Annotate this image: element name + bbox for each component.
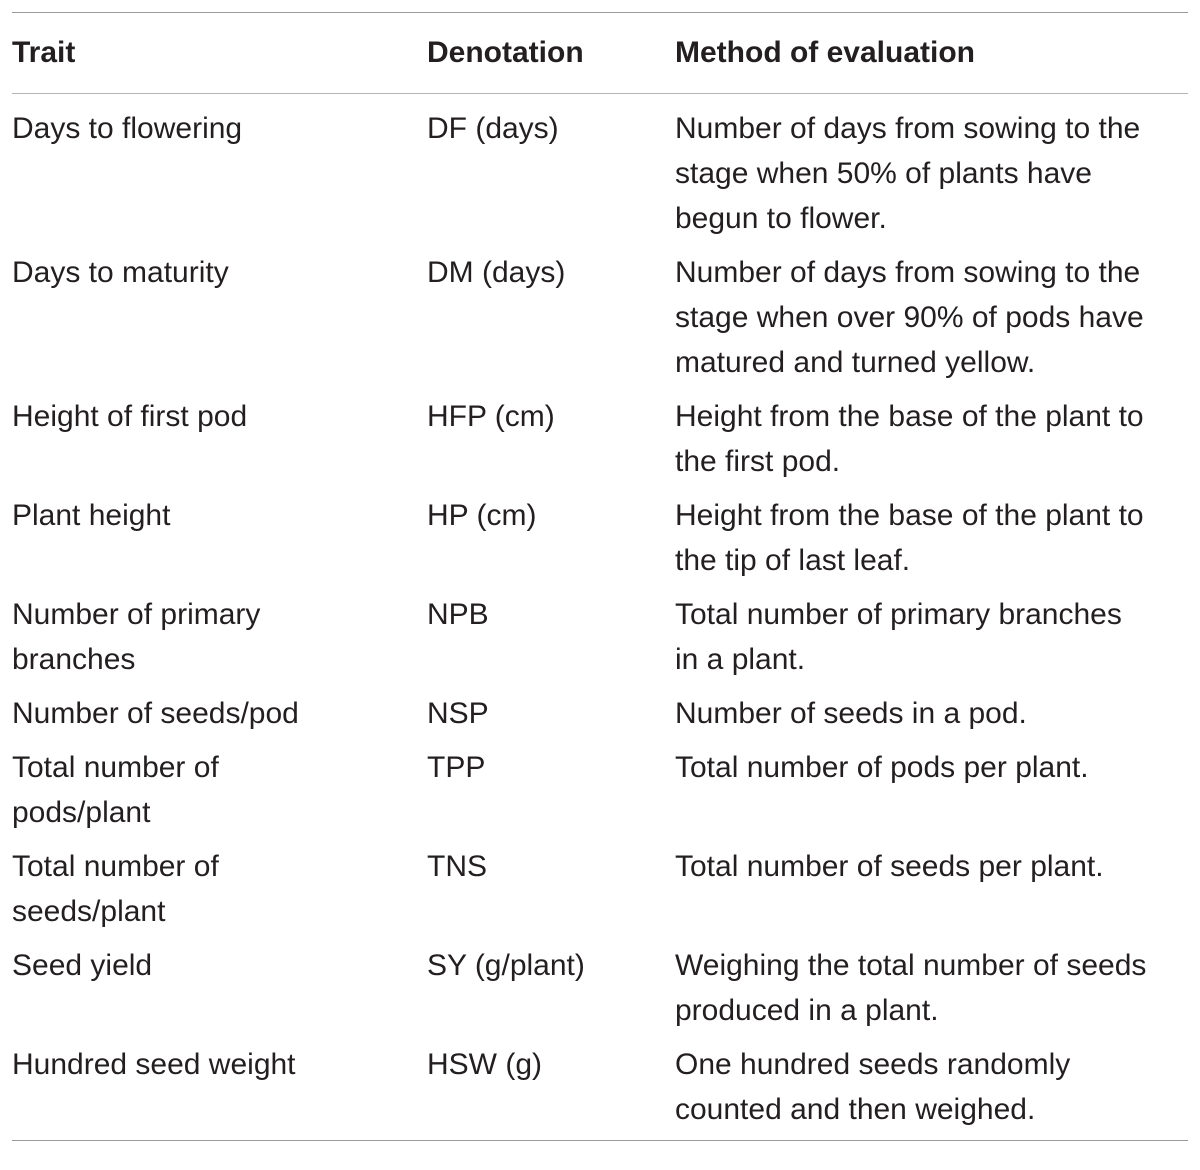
denotation-cell — [427, 844, 675, 934]
method-cell-line: Weighing the total number of seeds — [675, 949, 1147, 982]
denotation-cell — [427, 493, 675, 583]
trait-cell-line: Height of first pod — [12, 400, 248, 433]
method-cell-line: Height from the base of the plant to — [675, 499, 1144, 532]
method-cell-line: Total number of pods per plant. — [675, 751, 1089, 784]
method-cell-line: stage when 50% of plants have — [675, 157, 1092, 190]
bottom-rule — [12, 1140, 1188, 1141]
denotation-cell-line: NPB — [427, 598, 489, 631]
denotation-cell — [427, 250, 675, 385]
method-cell — [675, 691, 1188, 736]
method-cell-line: Height from the base of the plant to — [675, 400, 1144, 433]
method-cell — [675, 844, 1188, 934]
denotation-cell-line: HSW (g) — [427, 1048, 542, 1081]
table-row — [12, 106, 1188, 241]
method-cell-line: Number of seeds in a pod. — [675, 697, 1027, 730]
table-row — [12, 592, 1188, 682]
denotation-cell-line: NSP — [427, 697, 489, 730]
denotation-cell-line: HFP (cm) — [427, 400, 555, 433]
denotation-cell-line: DM (days) — [427, 256, 566, 289]
table-row — [12, 394, 1188, 484]
trait-cell-line: branches — [12, 643, 136, 676]
denotation-cell-line: SY (g/plant) — [427, 949, 585, 982]
trait-cell — [12, 745, 427, 835]
denotation-cell — [427, 106, 675, 241]
method-cell — [675, 943, 1188, 1033]
header-method: Method of evaluation — [675, 36, 975, 69]
method-cell-line: Number of days from sowing to the — [675, 256, 1141, 289]
table-row — [12, 943, 1188, 1033]
trait-cell-line: Days to flowering — [12, 112, 243, 145]
method-cell-line: One hundred seeds randomly — [675, 1048, 1071, 1081]
trait-cell-line: Hundred seed weight — [12, 1048, 296, 1081]
denotation-cell — [427, 592, 675, 682]
table-row — [12, 745, 1188, 835]
method-cell-line: Number of days from sowing to the — [675, 112, 1141, 145]
denotation-cell — [427, 691, 675, 736]
denotation-cell — [427, 1042, 675, 1132]
table-row — [12, 844, 1188, 934]
method-cell — [675, 745, 1188, 835]
denotation-cell-line: HP (cm) — [427, 499, 537, 532]
method-cell — [675, 250, 1188, 385]
table-header — [12, 13, 1188, 93]
table-row — [12, 250, 1188, 385]
method-cell-line: begun to flower. — [675, 202, 887, 235]
trait-cell — [12, 592, 427, 682]
method-cell-line: in a plant. — [675, 643, 806, 676]
method-cell — [675, 1042, 1188, 1132]
trait-cell-line: Total number of — [12, 751, 219, 784]
traits-table — [12, 12, 1188, 1141]
denotation-cell — [427, 745, 675, 835]
trait-cell-line: Number of seeds/pod — [12, 697, 299, 730]
method-cell-line: the first pod. — [675, 445, 841, 478]
denotation-cell-line: TPP — [427, 751, 486, 784]
trait-cell — [12, 493, 427, 583]
method-cell-line: the tip of last leaf. — [675, 544, 911, 577]
method-cell — [675, 106, 1188, 241]
method-cell-line: produced in a plant. — [675, 994, 939, 1027]
method-cell-line: Total number of seeds per plant. — [675, 850, 1104, 883]
trait-cell-line: Seed yield — [12, 949, 153, 982]
method-cell-line: matured and turned yellow. — [675, 346, 1036, 379]
trait-cell — [12, 394, 427, 484]
trait-cell — [12, 1042, 427, 1132]
table-body — [12, 94, 1188, 1140]
trait-cell-line: Plant height — [12, 499, 171, 532]
header-trait: Trait — [12, 36, 76, 69]
table-row — [12, 493, 1188, 583]
trait-cell-line: Total number of — [12, 850, 219, 883]
method-cell-line: Total number of primary branches — [675, 598, 1122, 631]
trait-cell — [12, 250, 427, 385]
denotation-cell — [427, 943, 675, 1033]
trait-cell — [12, 844, 427, 934]
denotation-cell — [427, 394, 675, 484]
method-cell — [675, 493, 1188, 583]
trait-cell-line: pods/plant — [12, 796, 151, 829]
table-row — [12, 1042, 1188, 1132]
denotation-cell-line: TNS — [427, 850, 487, 883]
trait-cell — [12, 943, 427, 1033]
trait-cell-line: seeds/plant — [12, 895, 166, 928]
trait-cell-line: Number of primary — [12, 598, 261, 631]
method-cell — [675, 592, 1188, 682]
trait-cell — [12, 106, 427, 241]
method-cell-line: counted and then weighed. — [675, 1093, 1036, 1126]
trait-cell-line: Days to maturity — [12, 256, 229, 289]
table-row — [12, 691, 1188, 736]
method-cell-line: stage when over 90% of pods have — [675, 301, 1144, 334]
method-cell — [675, 394, 1188, 484]
header-denotation: Denotation — [427, 36, 584, 69]
denotation-cell-line: DF (days) — [427, 112, 559, 145]
trait-cell — [12, 691, 427, 736]
